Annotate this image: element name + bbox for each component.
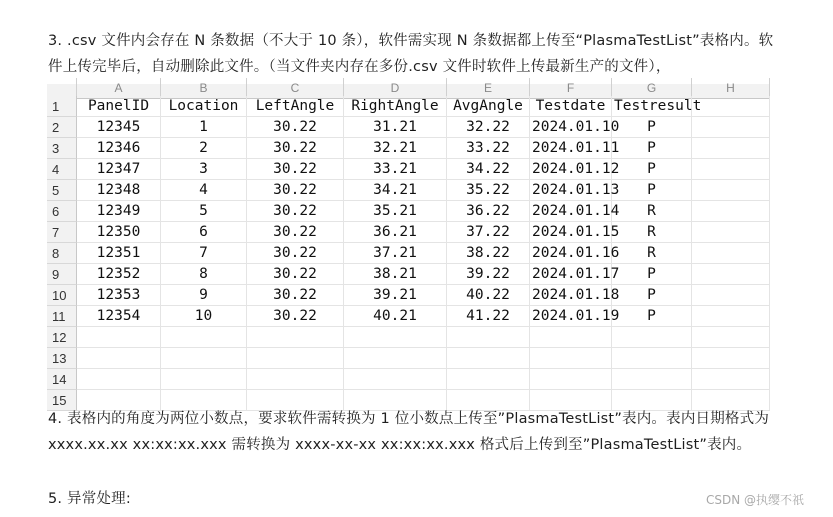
data-cell: 34.21	[344, 180, 447, 201]
data-cell	[161, 348, 247, 369]
data-cell	[447, 369, 530, 390]
sheet-row	[47, 285, 770, 306]
row-number: 6	[47, 201, 77, 222]
data-cell	[692, 369, 770, 390]
data-cell: 12354	[77, 306, 161, 327]
data-cell: 10	[161, 306, 247, 327]
sheet-row	[47, 348, 770, 369]
data-cell: P	[612, 159, 692, 180]
sheet-row	[47, 369, 770, 390]
data-cell: 31.21	[344, 117, 447, 138]
data-cell: 33.22	[447, 138, 530, 159]
data-cell	[692, 117, 770, 138]
data-cell: 3	[161, 159, 247, 180]
sheet-row	[47, 306, 770, 327]
data-cell: 6	[161, 222, 247, 243]
data-cell: 2024.01.16	[530, 243, 612, 264]
data-cell: 30.22	[247, 264, 344, 285]
row-number: 7	[47, 222, 77, 243]
data-cell: 30.22	[247, 285, 344, 306]
header-cell: PanelID	[77, 96, 161, 117]
data-cell: 12353	[77, 285, 161, 306]
data-cell: 39.22	[447, 264, 530, 285]
data-cell	[161, 369, 247, 390]
data-cell	[344, 348, 447, 369]
data-cell: 37.22	[447, 222, 530, 243]
header-cell: AvgAngle	[447, 96, 530, 117]
data-cell: P	[612, 264, 692, 285]
column-letter-e: E	[447, 78, 530, 98]
header-cell	[692, 96, 770, 117]
data-cell: 36.22	[447, 201, 530, 222]
sheet-row	[47, 159, 770, 180]
header-cell: LeftAngle	[247, 96, 344, 117]
row-number: 11	[47, 306, 77, 327]
data-cell: 30.22	[247, 159, 344, 180]
data-cell: 8	[161, 264, 247, 285]
sheet-row	[47, 327, 770, 348]
data-cell: 7	[161, 243, 247, 264]
data-cell	[692, 243, 770, 264]
row-number: 14	[47, 369, 77, 390]
data-cell	[692, 264, 770, 285]
data-cell: 2024.01.13	[530, 180, 612, 201]
data-cell	[530, 327, 612, 348]
header-cell: Location	[161, 96, 247, 117]
data-cell: 32.22	[447, 117, 530, 138]
row-number: 3	[47, 138, 77, 159]
data-cell	[692, 180, 770, 201]
row-number: 5	[47, 180, 77, 201]
data-cell	[692, 159, 770, 180]
data-cell: P	[612, 117, 692, 138]
data-cell	[692, 348, 770, 369]
data-cell	[692, 327, 770, 348]
data-cell: P	[612, 138, 692, 159]
data-cell: 4	[161, 180, 247, 201]
data-cell: 12350	[77, 222, 161, 243]
data-cell: 2024.01.10	[530, 117, 612, 138]
data-cell: R	[612, 243, 692, 264]
data-cell: 2024.01.11	[530, 138, 612, 159]
data-cell: 2	[161, 138, 247, 159]
data-cell	[612, 369, 692, 390]
row-number: 12	[47, 327, 77, 348]
data-cell	[247, 348, 344, 369]
data-cell	[77, 327, 161, 348]
data-cell	[692, 306, 770, 327]
data-cell: 34.22	[447, 159, 530, 180]
data-cell: 12348	[77, 180, 161, 201]
sheet-row	[47, 201, 770, 222]
sheet-row	[47, 180, 770, 201]
sheet-row	[47, 264, 770, 285]
data-cell: 2024.01.17	[530, 264, 612, 285]
data-cell: 35.21	[344, 201, 447, 222]
data-cell: 36.21	[344, 222, 447, 243]
header-cell: Testdate	[530, 96, 612, 117]
data-cell: 37.21	[344, 243, 447, 264]
data-cell: 12345	[77, 117, 161, 138]
column-letter-c: C	[247, 78, 344, 98]
sheet-row	[47, 117, 770, 138]
column-letter-f: F	[530, 78, 612, 98]
data-cell: 1	[161, 117, 247, 138]
paragraph-4: 4. 表格内的角度为两位小数点，要求软件需转换为 1 位小数点上传至”PlasmaTestList”表内。表内日期格式为 xxxx.xx.xx xx:xx:xx.xxx 需转换为 xxxx-xx-xx xx:xx:xx.xxx 格式后上传到至”PlasmaTestList”表内。	[48, 411, 770, 453]
data-cell: 41.22	[447, 306, 530, 327]
row-number: 4	[47, 159, 77, 180]
data-cell: P	[612, 180, 692, 201]
row-number: 15	[47, 390, 77, 411]
sheet-row	[47, 222, 770, 243]
data-cell: 40.22	[447, 285, 530, 306]
data-cell	[344, 369, 447, 390]
data-cell: 12351	[77, 243, 161, 264]
data-cell: 39.21	[344, 285, 447, 306]
spreadsheet-screenshot	[47, 81, 770, 408]
data-cell: 30.22	[247, 222, 344, 243]
data-cell	[247, 327, 344, 348]
data-cell: R	[612, 201, 692, 222]
column-letter-a: A	[77, 78, 161, 98]
data-cell: 40.21	[344, 306, 447, 327]
data-cell: 38.22	[447, 243, 530, 264]
data-cell	[447, 348, 530, 369]
data-cell: 12346	[77, 138, 161, 159]
column-letter-b: B	[161, 78, 247, 98]
paragraph-5: 5. 异常处理:	[48, 491, 131, 507]
data-cell	[77, 369, 161, 390]
sheet-row	[47, 138, 770, 159]
sheet-row	[47, 243, 770, 264]
data-cell: 30.22	[247, 180, 344, 201]
data-cell	[247, 369, 344, 390]
data-cell: 2024.01.12	[530, 159, 612, 180]
data-cell	[77, 348, 161, 369]
data-cell: 33.21	[344, 159, 447, 180]
data-cell: 5	[161, 201, 247, 222]
data-cell: 12352	[77, 264, 161, 285]
data-cell	[692, 201, 770, 222]
data-cell	[530, 369, 612, 390]
data-cell	[612, 327, 692, 348]
data-cell: 30.22	[247, 306, 344, 327]
csdn-watermark: CSDN @执缨不祇	[706, 493, 805, 507]
data-cell: 30.22	[247, 243, 344, 264]
sheet-row	[47, 96, 770, 117]
row-number: 9	[47, 264, 77, 285]
row-number: 2	[47, 117, 77, 138]
data-cell	[692, 285, 770, 306]
row-number: 1	[47, 96, 77, 117]
data-cell: 32.21	[344, 138, 447, 159]
data-cell: 2024.01.18	[530, 285, 612, 306]
header-cell: RightAngle	[344, 96, 447, 117]
data-cell: 30.22	[247, 138, 344, 159]
data-cell: 38.21	[344, 264, 447, 285]
data-cell	[612, 348, 692, 369]
row-number: 8	[47, 243, 77, 264]
column-letter-h: H	[692, 78, 770, 98]
row-number: 10	[47, 285, 77, 306]
data-cell	[344, 327, 447, 348]
data-cell: 35.22	[447, 180, 530, 201]
row-number: 13	[47, 348, 77, 369]
data-cell: 2024.01.15	[530, 222, 612, 243]
data-cell: 30.22	[247, 201, 344, 222]
column-header-corner	[47, 78, 77, 98]
data-cell: 30.22	[247, 117, 344, 138]
data-cell: 2024.01.19	[530, 306, 612, 327]
data-cell: 12349	[77, 201, 161, 222]
data-cell: R	[612, 222, 692, 243]
data-cell: P	[612, 285, 692, 306]
paragraph-3: 3. .csv 文件内会存在 N 条数据（不大于 10 条），软件需实现 N 条数据都上传至“PlasmaTestList”表格内。软件上传完毕后，自动删除此文件。（当文件夹内存在多份.csv 文件时软件上传最新生产的文件），	[48, 33, 774, 75]
data-cell	[530, 348, 612, 369]
data-cell: P	[612, 306, 692, 327]
column-letter-g: G	[612, 78, 692, 98]
data-cell	[692, 222, 770, 243]
data-cell	[692, 138, 770, 159]
header-cell: Testresult	[612, 96, 692, 117]
data-cell: 9	[161, 285, 247, 306]
data-cell: 2024.01.14	[530, 201, 612, 222]
data-cell: 12347	[77, 159, 161, 180]
data-cell	[447, 327, 530, 348]
data-cell	[161, 327, 247, 348]
column-letter-d: D	[344, 78, 447, 98]
